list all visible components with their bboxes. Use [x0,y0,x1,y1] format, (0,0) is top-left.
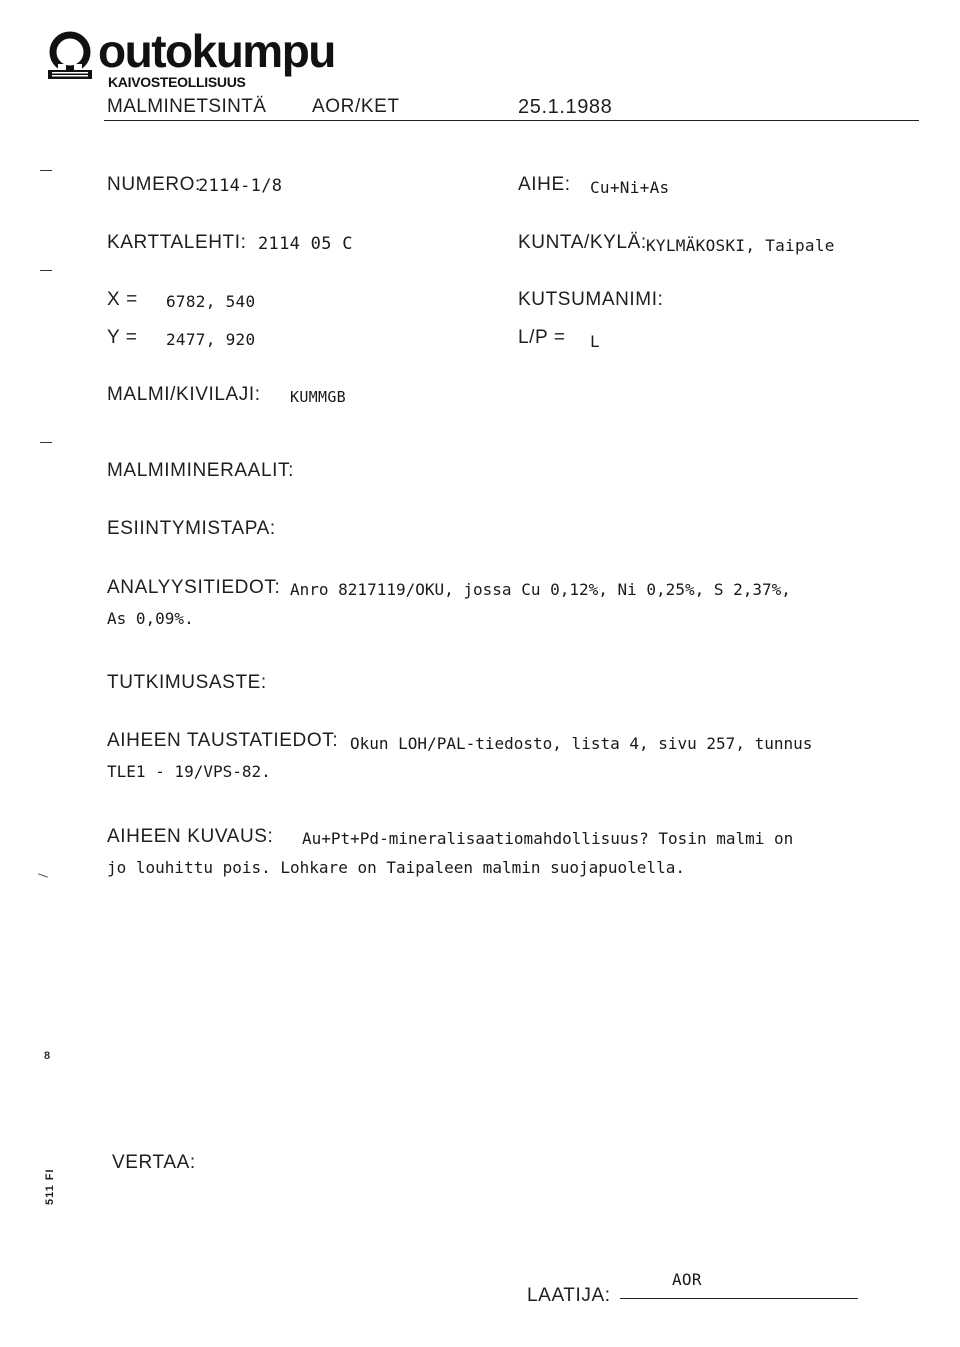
karttalehti-value: 2114 05 C [258,234,353,254]
kunta-value: KYLMÄKOSKI, Taipale [646,236,835,255]
margin-dash [40,270,52,271]
aihe-value: Cu+Ni+As [590,178,670,197]
numero-value: 2114-1/8 [198,176,283,196]
laatija-value: AOR [672,1270,702,1289]
company-division: KAIVOSTEOLLISUUS [108,74,246,90]
lp-value: L [590,332,600,351]
company-logo-text: outokumpu [98,25,335,77]
header-divider [104,120,919,121]
kunta-label: KUNTA/KYLÄ: [518,232,647,253]
form-code: 511 FI [44,1168,56,1205]
malmi-kivilaji-label: MALMI/KIVILAJI: [107,384,261,405]
aihe-label: AIHE: [518,174,571,195]
analyysitiedot-value-line-2: As 0,09%. [107,609,194,628]
signature-line [620,1298,858,1299]
document-date: 25.1.1988 [518,96,613,118]
kuvaus-value-line-1: Au+Pt+Pd-mineralisaatiomahdollisuus? Tosin malmi on [302,829,794,848]
kuvaus-value-line-2: jo louhittu pois. Lohkare on Taipaleen malmin suojapuolella. [107,858,685,877]
page-mark: 8 [44,1050,51,1062]
tutkimusaste-label: TUTKIMUSASTE: [107,672,267,693]
taustatiedot-value-line-1: Okun LOH/PAL-tiedosto, lista 4, sivu 257, tunnus [350,734,813,753]
outokumpu-logo-icon [44,30,96,82]
laatija-label: LAATIJA: [527,1285,611,1306]
kuvaus-label: AIHEEN KUVAUS: [107,826,274,847]
margin-dash [40,442,52,443]
analyysitiedot-value-line-1: Anro 8217119/OKU, jossa Cu 0,12%, Ni 0,25%, S 2,37%, [290,580,791,599]
lp-label: L/P = [518,327,566,348]
esiintymistapa-label: ESIINTYMISTAPA: [107,518,276,539]
taustatiedot-value-line-2: TLE1 - 19/VPS-82. [107,762,271,781]
numero-label: NUMERO: [107,174,201,195]
y-coordinate: 2477, 920 [166,330,256,349]
unit-label: AOR/KET [312,96,400,117]
department-label: MALMINETSINTÄ [107,96,267,117]
taustatiedot-label: AIHEEN TAUSTATIEDOT: [107,730,339,751]
margin-dash [38,873,48,877]
margin-dash [40,170,52,171]
y-label: Y = [107,327,138,348]
x-coordinate: 6782, 540 [166,292,256,311]
kutsumanimi-label: KUTSUMANIMI: [518,289,664,310]
malmimineraalit-label: MALMIMINERAALIT: [107,460,294,481]
x-label: X = [107,289,138,310]
malmi-kivilaji-value: KUMMGB [290,388,346,406]
vertaa-label: VERTAA: [112,1152,196,1173]
karttalehti-label: KARTTALEHTI: [107,232,247,253]
analyysitiedot-label: ANALYYSITIEDOT: [107,577,281,598]
